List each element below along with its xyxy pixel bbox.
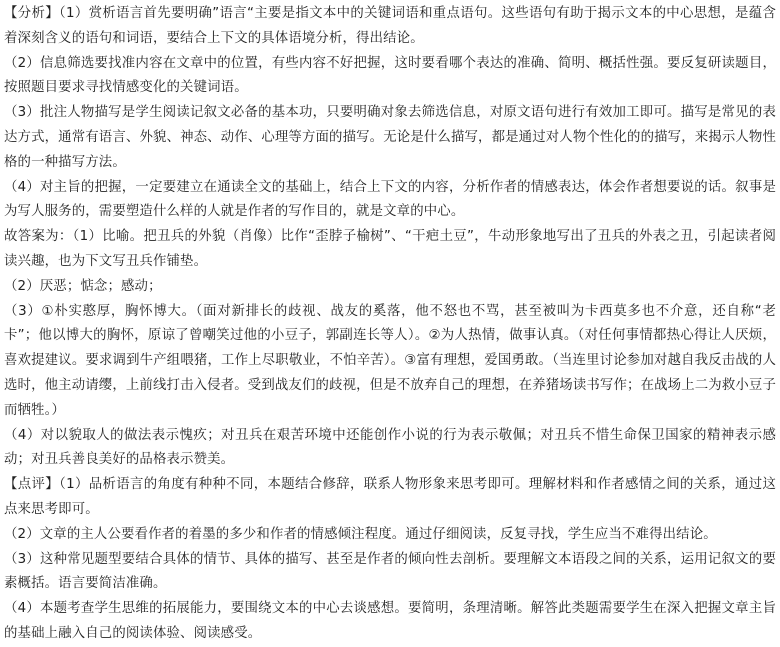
comment-paragraph-2: （2）文章的主人公要看作者的着墨的多少和作者的情感倾注程度。通过仔细阅读，反复寻找，学生应当不难得出结论。 xyxy=(4,526,717,542)
analysis-paragraph-2: （2）信息筛选要找准内容在文章中的位置，有些内容不好把握，这时要看哪个表达的准确、简明、概括性强。要反复研读题目，按照题目要求寻找情感变化的关键词语。 xyxy=(4,55,776,96)
analysis-text-1: （1）赏析语言首先要明确”语言“主要是指文本中的关键词语和重点语句。这些语句有助于揭示文本的中心思想，是蕴含着深刻含义的语句和词语，要结合上下文的具体语境分析，得出结论。 xyxy=(4,6,776,46)
comment-paragraph-3: （3）这种常见题型要结合具体的情节、具体的描写、甚至是作者的倾向性去剖析。要理解文本语段之间的关系，运用记叙文的要素概括。语言要简洁准确。 xyxy=(4,551,776,592)
analysis-tag: 【分析】 xyxy=(4,6,59,21)
answer-paragraph-2: （2）厌恶；惦念；感动； xyxy=(4,278,162,294)
comment-paragraph-1 xyxy=(4,473,776,523)
answer-paragraph-1 xyxy=(4,225,776,275)
answer-lead: 故答案为： xyxy=(4,229,73,245)
comment-paragraph-4: （4）本题考查学生思维的拓展能力，要围绕文本的中心去谈感想。要简明，条理清晰。解答此类题需要学生在深入把握文章主旨的基础上融入自己的阅读体验、阅读感受。 xyxy=(4,601,776,641)
comment-tag: 【点评】 xyxy=(4,477,60,493)
analysis-paragraph-1 xyxy=(4,2,776,52)
comment-text-1: （1）品析语言的角度有种种不同，本题结合修辞，联系人物形象来思考即可。理解材料和作者感情之间的关系，通过这点来思考即可。 xyxy=(4,477,777,517)
answer-text-1: （1）比喻。把丑兵的外貌（肖像）比作“歪脖子榆树”、“干疤土豆”，牛动形象地写出了丑兵的外表之丑，引起读者阅读兴趣，也为下文写丑兵作铺垫。 xyxy=(4,229,776,269)
analysis-paragraph-3: （3）批注人物描写是学生阅读记叙文必备的基本功，只要明确对象去筛选信息，对原文语句进行有效加工即可。描写是常见的表达方式，通常有语言、外貌、神态、动作、心理等方面的描写。无论是什么描写，都是通过对人物个性化的的描写，来揭示人物性格的一种描写方法。 xyxy=(4,105,776,170)
answer-paragraph-4: （4）对以貌取人的做法表示愧疚；对丑兵在艰苦环境中还能创作小说的行为表示敬佩；对丑兵不惜生命保卫国家的精神表示感动；对丑兵善良美好的品格表示赞美。 xyxy=(4,427,776,468)
analysis-paragraph-4: （4）对主旨的把握，一定要建立在通读全文的基础上，结合上下文的内容，分析作者的情感表达，体会作者想要说的话。叙事是为写人服务的，需要塑造什么样的人就是作者的写作目的，就是文章的中心。 xyxy=(4,179,776,220)
answer-paragraph-3: （3）①朴实憨厚，胸怀博大。（面对新排长的歧视、战友的奚落，他不怒也不骂，甚至被叫为卡西莫多也不介意，还自称“老卡”；他以博大的胸怀，原谅了曾嘲笑过他的小豆子，郭副连长等人）。②为人热情，做事认真。（对任何事情都热心得让人厌烦，喜欢提建议。要求调到牛产组喂猪，工作上尽职敬业，不怕辛苦）。③富有理想，爱国勇敢。（当连里讨论参加对越自我反击战的人选时，他主动请缨，上前线打击入侵者。受到战友们的歧视，但是不放弃自己的理想，在养猪场读书写作；在战场上二为救小豆子而牺牲。） xyxy=(4,303,776,418)
